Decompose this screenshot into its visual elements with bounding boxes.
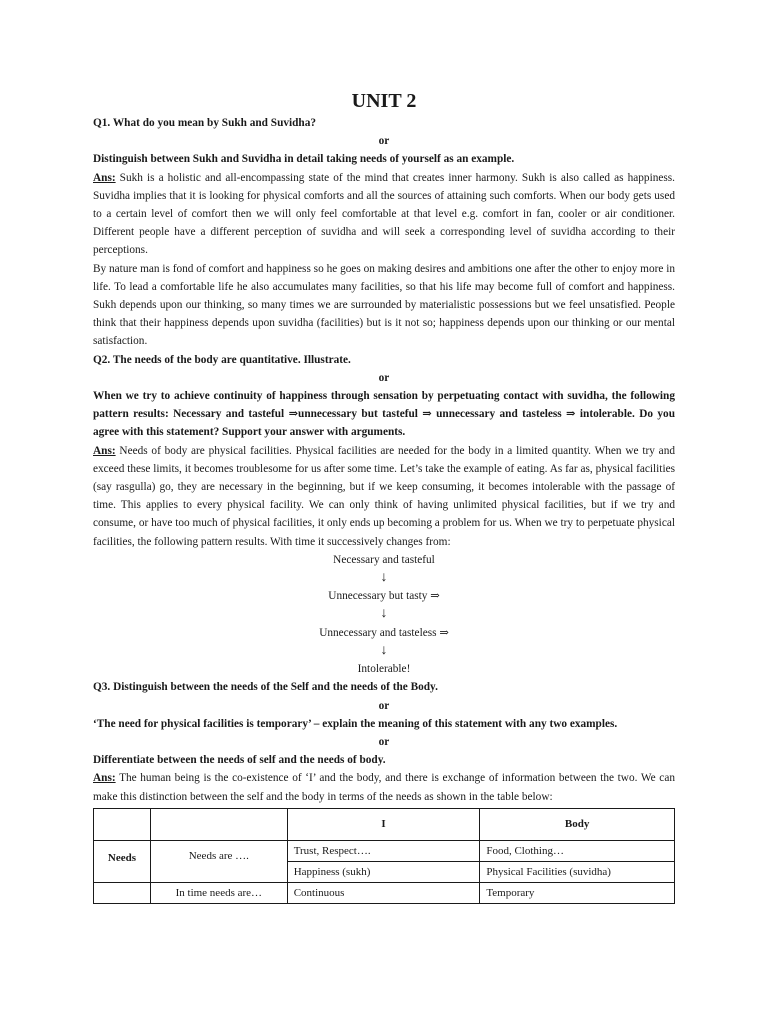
- q2-ans-text: Needs of body are physical facilities. Physical facilities are needed for the body in a limited quantity. When we try and exceed these limits, it becomes troublesome for us after some time. Let’s take the example of eating. As far as, physical facilities (say rasgulla) go, they are necessary in the beginning, but if we keep consuming, it becomes intolerable with the passage of time. This applies to every physical facility. We can only think of having unlimited physical facilities, but if we try and consume, or have too much of physical facilities, it only ends up becoming a problem for us. When we try to perpetuate physical facilities, the following pattern results. With time it successively changes from:: [93, 444, 675, 548]
- q1-ans-label: Ans:: [93, 171, 116, 184]
- row-label: In time needs are…: [150, 883, 287, 904]
- page-title: UNIT 2: [351, 90, 417, 112]
- q2-ans-label: Ans:: [93, 444, 116, 457]
- q2-or: or: [378, 371, 390, 384]
- needs-label: Needs: [94, 840, 151, 882]
- q1-ans-text: Sukh is a holistic and all-encompassing state of the mind that creates inner harmony. Sukh is also called as happiness. Suvidha implies that it is looking for physical comforts and all the sources of attaining such comforts. When our body gets used to a certain level of comfort then we will only feel comfortable at that level e.g. comfort in fan, cooler or air conditioner. Different people have a different perception of suvidha and will seek a corresponding level of suvidha according to their perceptions.: [93, 171, 675, 257]
- down-arrow-icon: ↓: [380, 642, 388, 658]
- q1-or: or: [378, 135, 390, 148]
- q3-or-1: or: [378, 699, 390, 712]
- flow-step-2: Unnecessary but tasty ⇒: [328, 590, 440, 603]
- cell-i: Continuous: [287, 883, 480, 904]
- q2-answer: [93, 442, 675, 551]
- cell-i: Trust, Respect….: [287, 840, 480, 861]
- needs-table: [93, 808, 675, 905]
- q3-or-2: or: [378, 735, 390, 748]
- q1-alt-question: Distinguish between Sukh and Suvidha in detail taking needs of yourself as an example.: [93, 153, 515, 166]
- q2-question: Q2. The needs of the body are quantitative. Illustrate.: [93, 353, 351, 366]
- flow-diagram: [93, 551, 675, 678]
- q3-ans-text: The human being is the co-existence of ‘I’ and the body, and there is exchange of information between the two. We can make this distinction between the self and the body in terms of the needs as shown in the table below:: [93, 772, 675, 803]
- q3-alt-question-2: Differentiate between the needs of self and the needs of body.: [93, 754, 386, 767]
- flow-step-1: Necessary and tasteful: [333, 553, 435, 566]
- row-label: Needs are ….: [150, 840, 287, 882]
- down-arrow-icon: ↓: [380, 570, 388, 586]
- cell-i: Happiness (sukh): [287, 861, 480, 882]
- q2-alt-question: When we try to achieve continuity of happiness through sensation by perpetuating contact with suvidha, the following pattern results: Necessary and tasteful ⇒unnecessary but tasteful ⇒ unnecessary and tasteless ⇒ intolerable. Do you agree with this statement? Support your answer with arguments.: [93, 390, 675, 439]
- table-header-body: Body: [480, 808, 675, 840]
- table-header-cell: [94, 808, 151, 840]
- q3-ans-label: Ans:: [93, 772, 116, 785]
- document-content: [93, 88, 675, 904]
- q1-question: Q1. What do you mean by Sukh and Suvidha?: [93, 117, 316, 129]
- q3-answer: [93, 769, 675, 805]
- table-header-cell: [150, 808, 287, 840]
- q1-answer-para2: By nature man is fond of comfort and happiness so he goes on making desires and ambitions one after the other to enjoy more in life. To lead a comfortable life he also accumulates many facilities, so that his life may become full of comfort and happiness. Sukh depends upon our thinking, so many times we are surrounded by materialistic possessions but we feel unsatisfied. People think that their happiness depends upon suvidha (facilities) but is it not so; happiness depends upon our thinking or our mental satisfaction.: [93, 262, 675, 348]
- flow-step-4: Intolerable!: [357, 663, 411, 676]
- flow-step-3: Unnecessary and tasteless ⇒: [319, 626, 449, 639]
- table-header-i: I: [287, 808, 480, 840]
- table-row: [94, 883, 675, 904]
- cell-body: Temporary: [480, 883, 675, 904]
- q3-question: Q3. Distinguish between the needs of the Self and the needs of the Body.: [93, 681, 438, 694]
- table-row: [94, 840, 675, 861]
- table-header-row: [94, 808, 675, 840]
- cell-body: Food, Clothing…: [480, 840, 675, 861]
- cell-body: Physical Facilities (suvidha): [480, 861, 675, 882]
- empty-cell: [94, 883, 151, 904]
- down-arrow-icon: ↓: [380, 606, 388, 622]
- q1-answer: [93, 169, 675, 260]
- q3-alt-question-1: ‘The need for physical facilities is temporary’ – explain the meaning of this statement with any two examples.: [93, 717, 618, 730]
